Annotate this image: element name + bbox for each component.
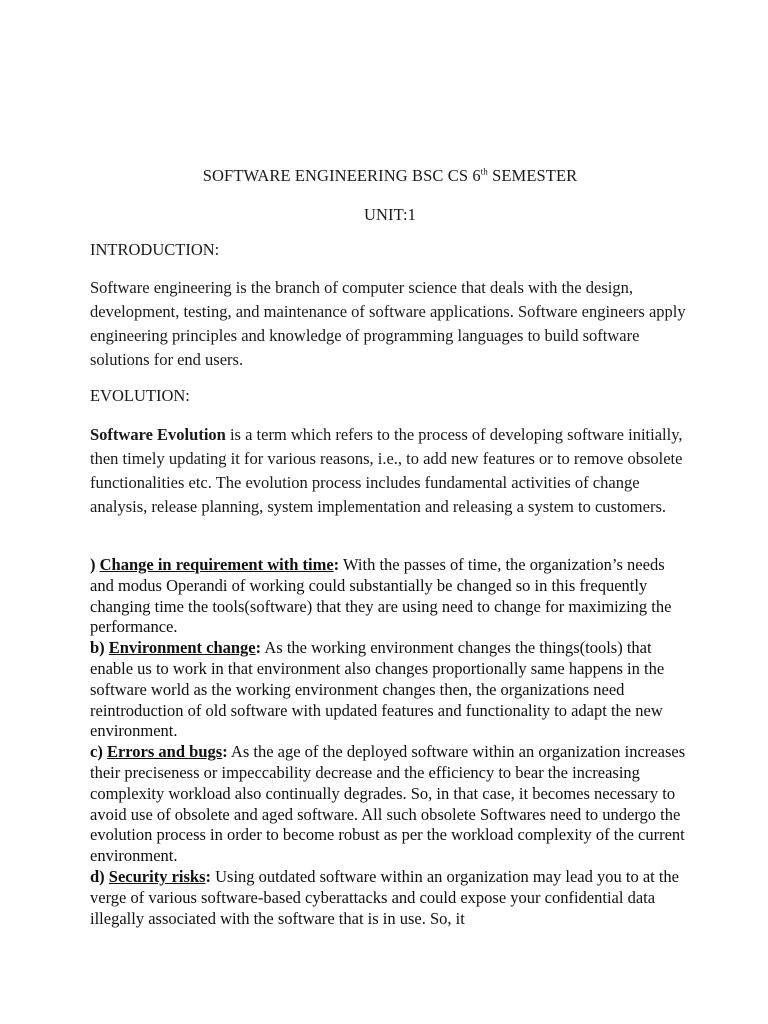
reasons-list	[90, 555, 690, 929]
evolution-text: is a term which refers to the process of developing software initially, then timely updating it for various reasons, i.e., to add new features or to remove obsolete functionalities etc. The evolution process includes fundamental activities of change analysis, release planning, system implementation and releasing a system to customers.	[90, 425, 683, 516]
title-superscript: th	[480, 166, 488, 177]
reason-text: As the working environment changes the things(tools) that enable us to work in that environment also changes proportionally same happens in the software world as the working environment changes then, the organizations need reintroduction of old software with updated features and functionality to adapt the new environment.	[90, 638, 665, 741]
reason-item	[90, 867, 690, 929]
unit-label: UNIT:1	[363, 205, 417, 224]
reason-text: As the age of the deployed software within an organization increases their preciseness or impeccability decrease and the efficiency to bear the increasing complexity workload also continually degrades. So, in that case, it becomes necessary to avoid use of obsolete and aged software. All such obsolete Softwares need to undergo the evolution process in order to become robust as per the workload complexity of the current environment.	[90, 742, 686, 866]
reason-text: With the passes of time, the organization’s needs and modus Operandi of working could substantially be changed so in this frequently changing time the tools(software) that they are using need to change for maximizing the performance.	[90, 555, 672, 637]
evolution-heading: EVOLUTION:	[90, 386, 190, 405]
reason-colon: :	[205, 866, 212, 886]
reason-colon: :	[255, 638, 262, 658]
reason-title: Security risks	[108, 866, 206, 886]
reason-item	[90, 742, 690, 867]
reason-marker: )	[90, 555, 100, 574]
reason-title: Environment change	[108, 638, 256, 658]
reason-colon: :	[222, 742, 228, 762]
reason-item	[90, 638, 690, 742]
document-title	[90, 166, 690, 186]
introduction-paragraph: Software engineering is the branch of computer science that deals with the design, development, testing, and maintenance of software applications. Software engineers apply engineering principles and knowledge of programming languages to build software solutions for end users.	[90, 278, 686, 369]
introduction-heading: INTRODUCTION:	[90, 240, 220, 259]
reason-text: Using outdated software within an organization may lead you to at the verge of various software-based cyberattacks and could expose your confidential data illegally associated with the software that is in use. So, it	[90, 866, 680, 928]
reason-item	[90, 555, 690, 638]
reason-colon: :	[333, 555, 340, 574]
reason-marker: d)	[90, 866, 109, 886]
evolution-paragraph	[90, 423, 690, 519]
title-text: SOFTWARE ENGINEERING BSC CS 6	[202, 166, 481, 185]
reason-marker: c)	[90, 742, 107, 762]
reason-title: Change in requirement with time	[99, 555, 334, 574]
title-text-suffix: SEMESTER	[487, 166, 578, 185]
evolution-lead-term: Software Evolution	[90, 425, 226, 444]
reason-title: Errors and bugs	[106, 742, 223, 762]
reason-marker: b)	[90, 638, 109, 658]
